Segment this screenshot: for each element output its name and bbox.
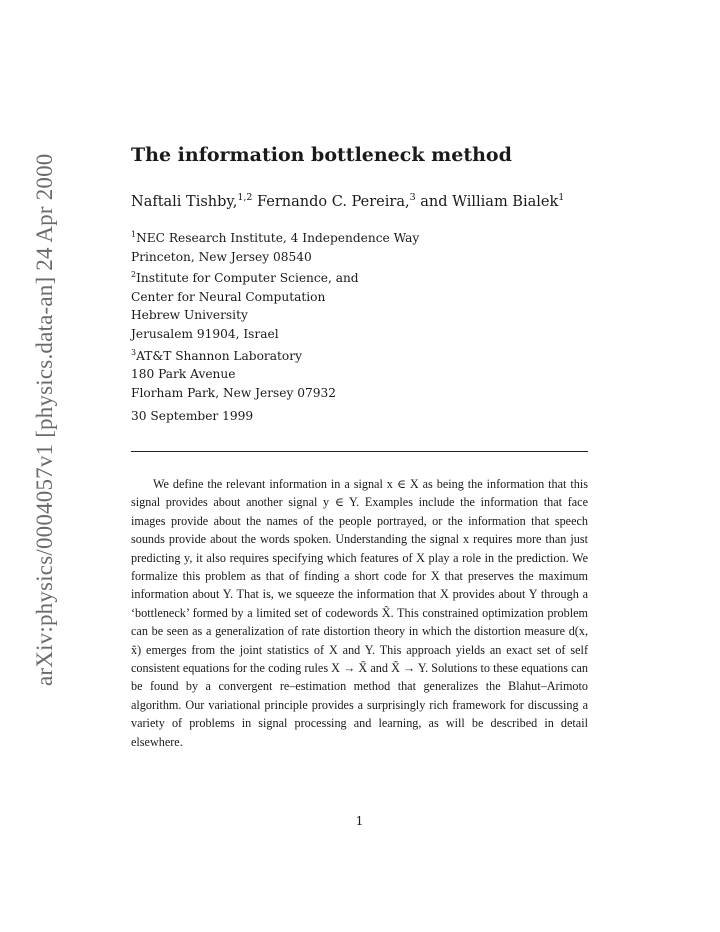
arxiv-identifier: arXiv:physics/0004057v1 [physics.data-an] 24 Apr 2000: [32, 153, 57, 686]
author-affiliation-mark: 3: [409, 192, 416, 203]
affiliation-mark: 3: [131, 347, 137, 357]
affiliation-line: $^2$Institute for Computer Science, and: [131, 270, 359, 286]
affiliation-mark: 1: [131, 230, 137, 239]
author-name: Fernando C. Pereira,: [252, 194, 410, 210]
abstract-text: We define the relevant information in a signal x ∈ X as being the information that this signal provides about another signal y ∈ Y. Examples include the information that face images provide about the names of the people portrayed, or the information that speech sounds provide about the words spoken. Understanding the signal x requires more than just predicting y, it also requires specifying which features of X play a role in the prediction. We formalize this problem as that of finding a short code for X that preserves the maximum information about Y. That is, we squeeze the information that X provides about Y through a ‘bottleneck’ formed by a limited set of codewords X̃. This constrained optimization problem can be seen as a generalization of rate distortion theory in which the distortion measure d(x, x̃) emerges from the joint statistics of X and Y. This approach yields an exact set of self consistent equations for the coding rules X → X̃ and X̃ → Y. Solutions to these equations can be found by a convergent re–estimation method that generalizes the Blahut–Arimoto algorithm. Our variational principle provides a surprisingly rich framework for discussing a variety of problems in signal processing and learning, as will be described in detail elsewhere.: [131, 477, 588, 749]
paper-title: The information bottleneck method: [131, 144, 512, 166]
affiliation-line: Princeton, New Jersey 08540: [131, 249, 312, 264]
author-name: Naftali Tishby,: [131, 194, 238, 210]
abstract: [131, 475, 588, 751]
affiliation-line: Center for Neural Computation: [131, 289, 326, 304]
author-list: [131, 192, 564, 210]
author-affiliation-mark: 1,2: [237, 192, 253, 203]
affiliation-mark: 2: [131, 270, 137, 280]
author-affiliation-mark: 1: [558, 192, 565, 203]
affiliation-line: $^3$AT&T Shannon Laboratory: [131, 347, 302, 363]
page-number: 1: [355, 814, 364, 828]
affiliation-line: Florham Park, New Jersey 07932: [131, 385, 337, 400]
horizontal-rule: [131, 451, 588, 452]
author-name: and William Bialek: [415, 194, 559, 210]
paper-date: 30 September 1999: [131, 409, 254, 423]
affiliations: [131, 226, 419, 402]
affiliation-line: $^1$NEC Research Institute, 4 Independence Way: [131, 230, 420, 245]
affiliation-line: Jerusalem 91904, Israel: [131, 326, 279, 341]
affiliation-line: 180 Park Avenue: [131, 367, 236, 382]
affiliation-line: Hebrew University: [131, 308, 248, 323]
